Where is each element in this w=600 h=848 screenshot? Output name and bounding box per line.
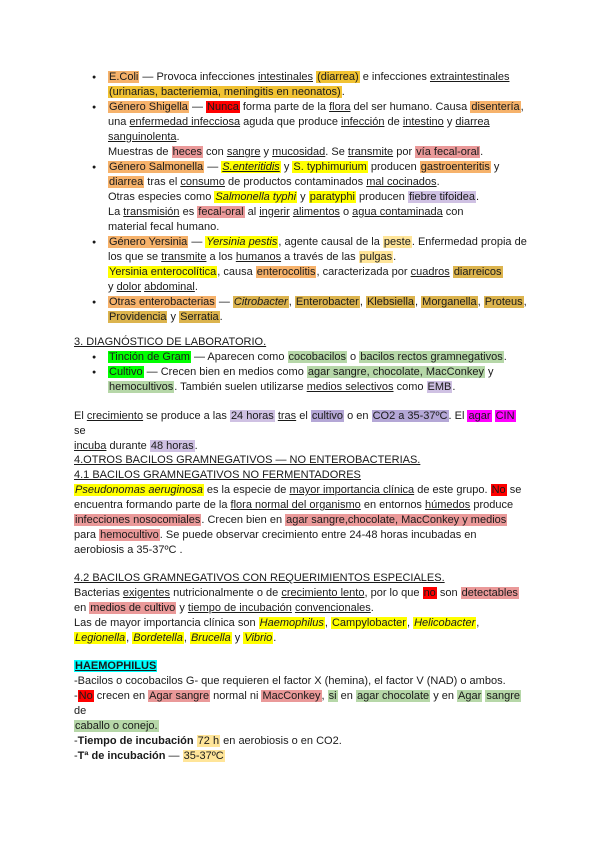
enterobacterias-section: [74, 70, 530, 325]
text: se: [74, 425, 86, 437]
text: o: [339, 206, 353, 218]
text: medios de cultivo: [90, 602, 176, 614]
text: gastroenteritis: [420, 161, 490, 173]
text: aerobiosis a 35-37ºC .: [74, 544, 183, 556]
text: Helicobacter: [414, 617, 476, 629]
text: de este grupo.: [414, 484, 491, 496]
text: transmite: [161, 251, 207, 263]
text: .: [176, 131, 180, 143]
text: agar chocolate: [356, 690, 430, 702]
section-4-title: 4.OTROS BACILOS GRAMNEGATIVOS — NO ENTEROBACTERIAS.: [74, 454, 421, 466]
text: ,: [520, 101, 524, 113]
text: .: [219, 311, 223, 323]
text: Enterobacter: [295, 296, 359, 308]
text: se: [506, 484, 522, 496]
text: en: [337, 690, 356, 702]
text: y en: [430, 690, 458, 702]
otros-bacilos-section: [74, 453, 530, 558]
text: y: [108, 281, 117, 293]
text: El: [74, 410, 87, 422]
section-4-2-title: 4.2 BACILOS GRAMNEGATIVOS CON REQUERIMIENTOS ESPECIALES.: [74, 572, 445, 584]
text: infección: [341, 116, 385, 128]
text: y: [260, 146, 273, 158]
text: humanos: [235, 251, 282, 263]
text: fecal-oral: [198, 206, 244, 218]
text: . Crecen bien en: [201, 514, 286, 526]
text: Klebsiella: [366, 296, 415, 308]
text: y: [297, 191, 309, 203]
text: vía fecal-oral: [416, 146, 480, 158]
text: es la especie de: [203, 484, 290, 496]
text: —: [188, 236, 206, 248]
text: Tinción de Gram: [109, 351, 190, 363]
text: normal ni: [210, 690, 262, 702]
text: Bacterias: [74, 587, 123, 599]
text: ingerir: [259, 206, 290, 218]
text: .: [273, 632, 277, 644]
text: si: [328, 690, 337, 702]
text: y: [176, 602, 188, 614]
text: .: [452, 381, 456, 393]
haemophilus-section: HAEMOPHILUS -Bacilos o cocobacilos G- que requieren el factor X (hemina), el factor V (NAD) o ambos. -No crecen en Agar sangre normal ni MacConkey, si en agar chocolate y en Agar sangre de caballo o conejo. -Tiempo de incubación 72 h en aerobiosis o en CO2. -Tª de incubación — 35-37ºC: [74, 659, 530, 764]
text: .: [503, 351, 507, 363]
otras-name: Otras enterobacterias: [109, 296, 215, 308]
text: mal cocinados: [366, 176, 437, 188]
text: del ser humano. Causa: [350, 101, 471, 113]
text: (urinarias, bacteriemia, meningitis en neonatos): [109, 86, 341, 98]
text: transmite: [347, 146, 394, 158]
text: . Se: [325, 146, 348, 158]
text: flora: [329, 101, 351, 113]
text: y: [490, 161, 500, 173]
text: , causa: [217, 266, 256, 278]
text: , agente causal de la: [278, 236, 383, 248]
text: al: [244, 206, 260, 218]
text: .: [393, 251, 397, 263]
text: en entornos: [360, 499, 425, 511]
list-item-ecoli: [108, 70, 530, 100]
text: agar sangre, chocolate, MacConkey: [307, 366, 484, 378]
text: . Se puede observar crecimiento entre 24-48 horas incubadas en: [159, 529, 477, 541]
text: con: [442, 206, 464, 218]
text: La: [108, 206, 124, 218]
text: ,: [477, 296, 484, 308]
text: tras: [277, 410, 297, 422]
salmonella-name: Género Salmonella: [109, 161, 204, 173]
text: disentería: [471, 101, 520, 113]
text: CIN: [495, 410, 515, 422]
text: sangre: [226, 146, 261, 158]
text: abdominal: [144, 281, 195, 293]
text: incuba: [74, 440, 107, 452]
text: ,: [321, 690, 328, 702]
text: 48 horas: [150, 440, 194, 452]
text: Vibrio: [244, 632, 273, 644]
text: convencionales: [294, 602, 371, 614]
text: ,: [288, 296, 295, 308]
text: peste: [383, 236, 411, 248]
text: agar sangre,chocolate, MacConkey y medios: [286, 514, 507, 526]
shigella-name: Género Shigella: [109, 101, 188, 113]
text: .: [194, 281, 198, 293]
text: o en: [344, 410, 372, 422]
text: crecimiento lento: [281, 587, 365, 599]
text: con: [202, 146, 227, 158]
text: 35-37ºC: [183, 750, 224, 762]
text: Yersinia enterocolítica: [109, 266, 217, 278]
text: . También suelen utilizarse: [174, 381, 307, 393]
text: y: [484, 366, 494, 378]
text: tiempo de incubación: [187, 602, 292, 614]
text: produce: [470, 499, 514, 511]
text: Tiempo de incubación: [77, 735, 194, 747]
text: se produce a las: [143, 410, 230, 422]
text: húmedos: [425, 499, 471, 511]
text: tras el: [144, 176, 181, 188]
text: intestino: [402, 116, 444, 128]
section-4-1-title: 4.1 BACILOS GRAMNEGATIVOS NO FERMENTADORES: [74, 469, 361, 481]
text: Proteus: [484, 296, 523, 308]
text: agua contaminada: [352, 206, 443, 218]
text: No: [78, 690, 93, 702]
text: —: [215, 296, 233, 308]
text: diarrea sanguinolenta: [108, 116, 490, 143]
text: el: [296, 410, 311, 422]
text: Muestras de: [108, 146, 172, 158]
text: ,: [183, 632, 190, 644]
text: .: [370, 602, 374, 614]
text: a los: [206, 251, 236, 263]
text: material fecal humano.: [108, 221, 220, 233]
text: No: [491, 484, 506, 496]
text: durante: [106, 440, 150, 452]
text: Las de mayor importancia clínica son: [74, 617, 259, 629]
list-item-shigella: [108, 100, 530, 160]
text: Tª de incubación: [77, 750, 166, 762]
text: extraintestinales: [429, 71, 510, 83]
enterobacterias-list: [74, 70, 530, 325]
text: y: [443, 116, 456, 128]
text: — Aparecen como: [190, 351, 288, 363]
text: agar: [468, 410, 491, 422]
text: dolor: [116, 281, 142, 293]
text: Agar sangre: [149, 690, 210, 702]
text: no: [423, 587, 436, 599]
text: consumo: [180, 176, 225, 188]
text: forma parte de la: [239, 101, 330, 113]
requerimientos-section: [74, 571, 530, 646]
text: , por lo que: [364, 587, 423, 599]
text: es: [179, 206, 198, 218]
text: exigentes: [122, 587, 171, 599]
text: ,: [523, 296, 527, 308]
text: enfermedad infecciosa: [129, 116, 241, 128]
text: .: [480, 146, 484, 158]
text: Bordetella: [133, 632, 183, 644]
list-item-otras: [108, 295, 530, 325]
text: ,: [126, 632, 133, 644]
text: detectables: [461, 587, 518, 599]
text: . El: [448, 410, 468, 422]
text: medios selectivos: [306, 381, 394, 393]
text: sangre: [486, 690, 520, 702]
text: Citrobacter: [233, 296, 288, 308]
text: por: [393, 146, 416, 158]
text: transmisión: [123, 206, 180, 218]
text: producen: [355, 191, 408, 203]
text: .: [476, 191, 480, 203]
text: .: [341, 86, 345, 98]
text: Providencia: [109, 311, 167, 323]
text: ,: [415, 296, 422, 308]
text: CO2 a 35-37ºC: [372, 410, 448, 422]
text: nutricionalmente o de: [170, 587, 282, 599]
text: e infecciones: [359, 71, 430, 83]
text: y: [280, 161, 293, 173]
text: S.enteritidis: [222, 161, 280, 173]
text: — Provoca infecciones: [139, 71, 258, 83]
text: enterocolitis: [256, 266, 316, 278]
text: encuentra formando parte de la: [74, 499, 231, 511]
text: pulgas: [359, 251, 393, 263]
text: hemocultivo: [100, 529, 159, 541]
list-item-tincion: [108, 350, 530, 365]
text: intestinales: [257, 71, 314, 83]
text: 24 horas: [230, 410, 274, 422]
diagnostico-list: [74, 350, 530, 395]
text: hemocultivos: [109, 381, 174, 393]
text: EMB: [427, 381, 452, 393]
text: 72 h: [197, 735, 220, 747]
text: Yersinia pestis: [206, 236, 278, 248]
text: —: [188, 101, 207, 113]
text: Serratia: [180, 311, 219, 323]
list-item-salmonella: [108, 160, 530, 235]
text: caballo o conejo.: [75, 720, 158, 732]
text: en aerobiosis o en CO2.: [220, 735, 342, 747]
text: —: [165, 750, 183, 762]
text: ,: [324, 617, 331, 629]
text: de: [74, 705, 87, 717]
text: ,: [476, 617, 480, 629]
text: .: [194, 440, 198, 452]
list-item-yersinia: [108, 235, 530, 295]
text: cultivo: [311, 410, 344, 422]
text: MacConkey: [262, 690, 321, 702]
crecimiento-paragraph: [74, 409, 530, 454]
text: y: [231, 632, 244, 644]
text: S. typhimurium: [293, 161, 367, 173]
text: como: [393, 381, 427, 393]
text: ,: [406, 617, 414, 629]
text: ,: [359, 296, 366, 308]
text: diarrea: [109, 176, 144, 188]
haemophilus-line-1: -Bacilos o cocobacilos G- que requieren el factor X (hemina), el factor V (NAD) o ambos.: [74, 675, 506, 687]
text: Morganella: [422, 296, 477, 308]
text: producen: [367, 161, 420, 173]
text: diarreicos: [453, 266, 502, 278]
text: Brucella: [190, 632, 231, 644]
text: (diarrea): [317, 71, 359, 83]
text: Pseudonomas aeruginosa: [75, 484, 203, 496]
text: cocobacilos: [288, 351, 346, 363]
text: Agar: [458, 690, 482, 702]
text: mayor importancia clínica: [289, 484, 415, 496]
text: en: [74, 602, 90, 614]
diagnostico-section: [74, 335, 530, 395]
list-item-cultivo: [108, 365, 530, 395]
text: infecciones nosocomiales: [75, 514, 201, 526]
text: y: [167, 311, 180, 323]
text: Salmonella typhi: [215, 191, 297, 203]
text: de productos contaminados: [224, 176, 367, 188]
text: una: [108, 116, 130, 128]
text: Nunca: [207, 101, 239, 113]
text: —: [204, 161, 222, 173]
haemophilus-title: HAEMOPHILUS: [75, 660, 157, 672]
text: bacilos rectos gramnegativos: [360, 351, 503, 363]
text: -: [74, 690, 78, 702]
text: , caracterizada por: [316, 266, 411, 278]
text: a través de las: [281, 251, 359, 263]
yersinia-name: Género Yersinia: [109, 236, 188, 248]
text: aguda que produce: [240, 116, 342, 128]
text: — Crecen bien en medios como: [143, 366, 307, 378]
text: Cultivo: [109, 366, 143, 378]
text: crecimiento: [86, 410, 144, 422]
section-3-title: 3. DIAGNÓSTICO DE LABORATORIO.: [74, 336, 267, 348]
text: . Enfermedad propia de: [411, 236, 527, 248]
text: mucosidad: [272, 146, 326, 158]
text: paratyphi: [309, 191, 355, 203]
text: crecen en: [93, 690, 149, 702]
text: cuadros: [410, 266, 450, 278]
text: Campylobacter: [331, 617, 406, 629]
text: Haemophilus: [259, 617, 324, 629]
text: son: [436, 587, 461, 599]
text: de: [384, 116, 403, 128]
text: alimentos: [292, 206, 340, 218]
text: .: [436, 176, 440, 188]
text: flora normal del organismo: [230, 499, 361, 511]
text: fiebre tifoidea: [408, 191, 476, 203]
text: los que se: [108, 251, 162, 263]
text: para: [74, 529, 100, 541]
text: heces: [172, 146, 202, 158]
text: Legionella: [75, 632, 126, 644]
text: o: [347, 351, 360, 363]
text: Otras especies como: [108, 191, 215, 203]
ecoli-name: E.Coli: [109, 71, 139, 83]
